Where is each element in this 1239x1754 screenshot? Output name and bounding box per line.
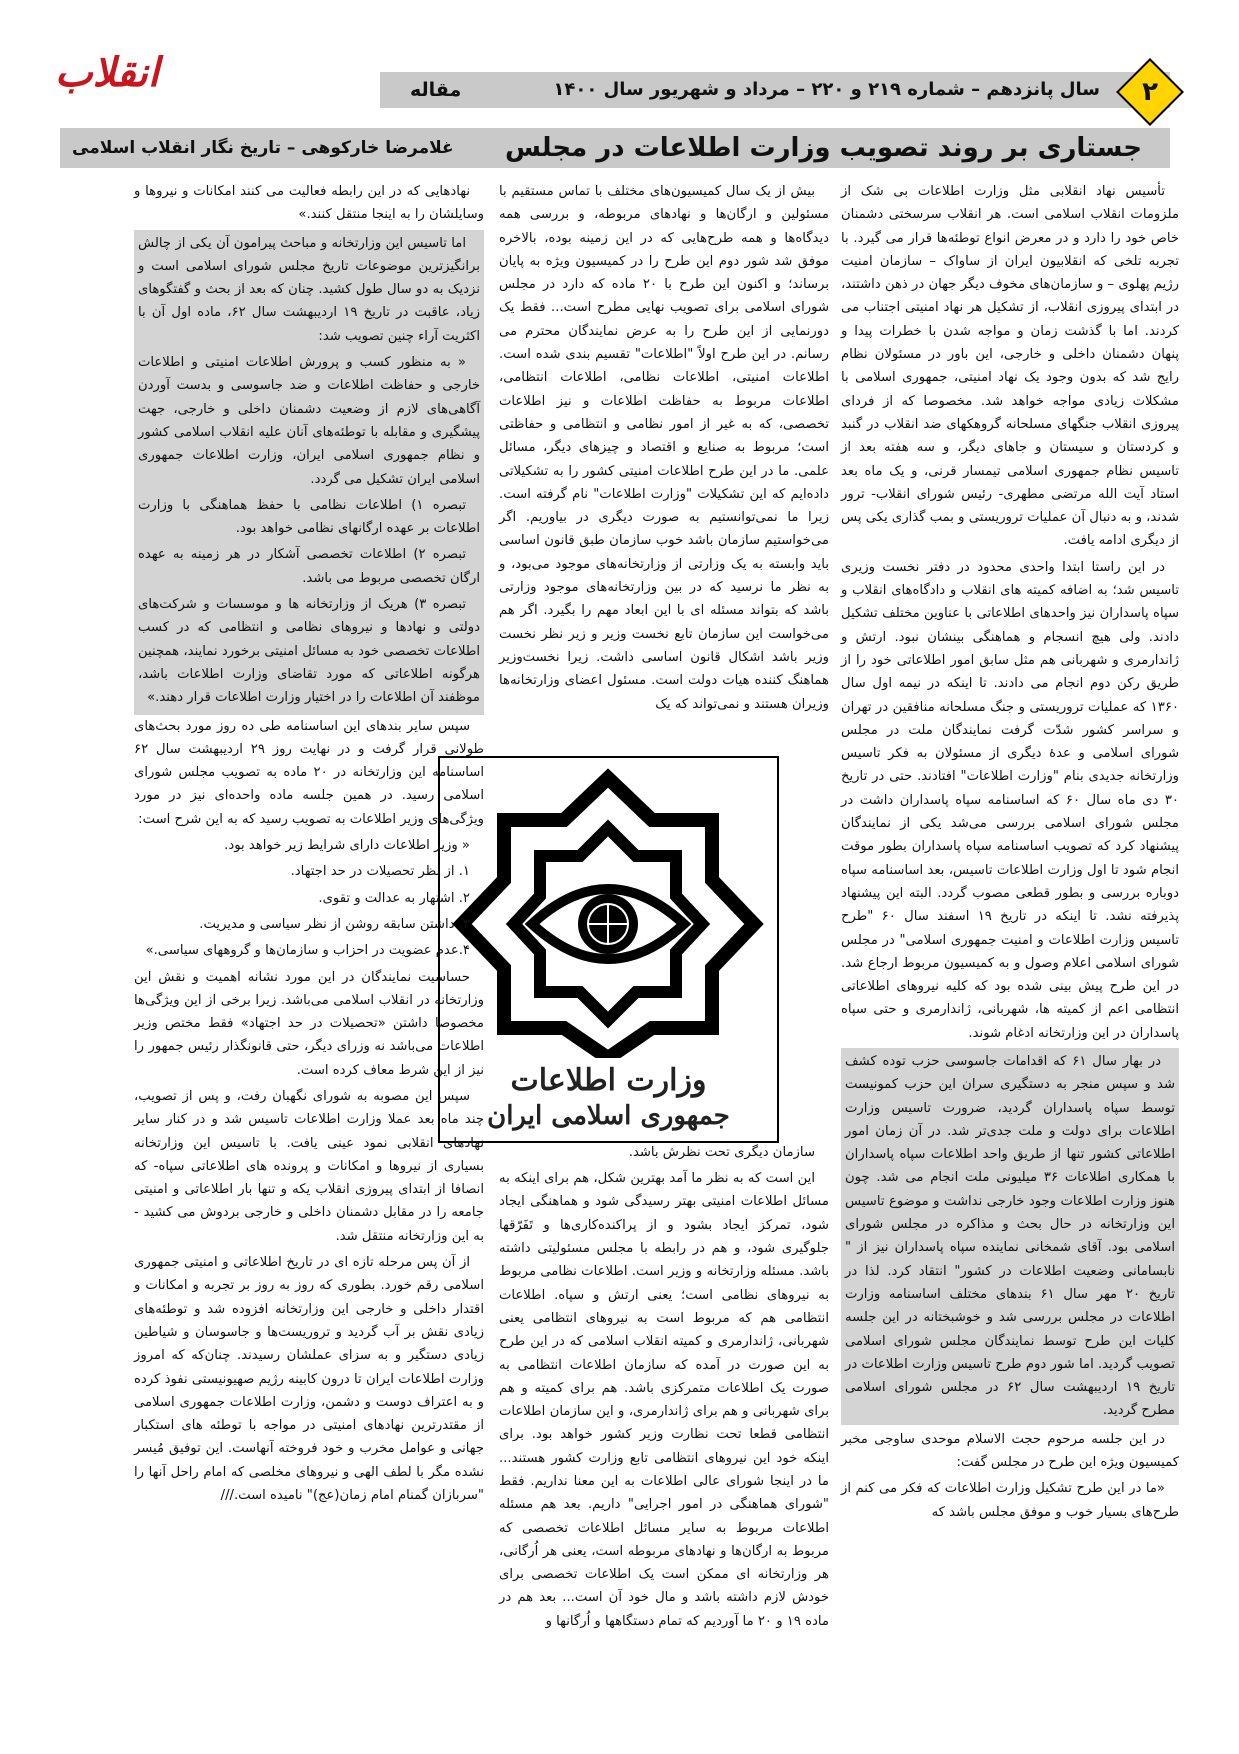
page-header <box>380 72 1170 108</box>
column-left <box>134 180 484 1510</box>
paragraph: در این جلسه مرحوم حجت الاسلام موحدی ساوجی مخبر کمیسیون ویژه این طرح در مجلس گفت: <box>841 1431 1179 1471</box>
article-author: غلامرضا خارکوهی – تاریخ نگار انقلاب اسلامی <box>72 138 454 158</box>
paragraph: حساسیت نمایندگان در این مورد نشانه اهمیت و نقش این وزارتخانه در انقلاب اسلامی می‌باشد. زیرا برخی از این ویژگی‌ها مخصوصا داشتن «تحصیلات در حد اجتهاد» فقط مختص وزیر اطلاعات می‌باشد نه وزرای دیگر، حتی قانونگذار رئیس جمهور را نیز از این شرط معاف کرده است. <box>134 969 484 1078</box>
paragraph: « به منظور کسب و پرورش اطلاعات امنیتی و اطلاعات خارجی و حفاظت اطلاعات و ضد جاسوسی و بدست آوردن آگاهی‌های لازم از وضعیت دشمنان داخلی و خارجی، جهت پیشگیری و مقابله با توطئه‌های آنان علیه انقلاب اسلامی کشور و نظام جمهوری اسلامی ایران، وزارت اطلاعات جمهوری اسلامی ایران تشکیل می گردد. <box>138 355 480 487</box>
paragraph: بیش از یک سال کمیسیون‌های مختلف با تماس مستقیم با مسئولین و ارگان‌ها و نهادهای مربوطه، و بررسی همه دیدگاه‌ها و همه طرح‌هایی که در این زمینه بوده، بالاخره موفق شد شور دوم این طرح را در کمیسیون ویژه به پایان برساند؛ و اکنون این طرح با ۲۰ ماده که دارد در مجلس شورای اسلامی برای تصویب نهایی مطرح است... فقط یک دورنمایی از این طرح را به عرض نمایندگان محترم می رسانم. در این طرح اولاً "اطلاعات" تقسیم بندی شده است. اطلاعات امنیتی، اطلاعات نظامی، اطلاعات انتظامی، اطلاعات مربوط به حفاظت اطلاعات و نیز اطلاعات تخصصی، که به غیر از امور نظامی و انتظامی و حفاظتی است؛ مربوط به صنایع و اقتصاد و چیزهای دیگر، مسائل علمی. ما در این طرح اطلاعات امنیتی کشور را به تشکیلاتی داده‌ایم که این تشکیلات "وزارت اطلاعات" نام گرفته است. زیرا ما نمی‌توانستیم به صورت دیگری در بیاوریم. اگر می‌خواستیم سازمان باشد خوب سازمان طبق قانون اساسی باید وابسته به یک وزارتی از وزارتخانه‌های موجود می‌بود، و به نظر ما نرسید که در بین وزارتخانه‌های موجود وزارتی باشد که بتواند مسئله ای با این ابعاد مهم را بگیرد. اگر هم می‌خواست این سازمان تابع نخست وزیر و زیر نظر نخست وزیر باشد اشکال قانون اساسی داشت. زیرا نخست‌وزیر هماهنگ کننده هیات دولت است. مسئول اعضای وزارتخانه‌ها وزیران هستند و نمی‌تواند که یک <box>499 184 829 712</box>
paragraph: تبصره ۱) اطلاعات نظامی با حفظ هماهنگی با وزارت اطلاعات بر عهده ارگانهای نظامی خواهد بود. <box>138 497 480 537</box>
article-title: جستاری بر روند تصویب وزارت اطلاعات در مجلس <box>505 133 1142 163</box>
paragraph: نهادهایی که در این رابطه فعالیت می کنند امکانات و نیروها و وسایلشان را به اینجا منتقل کنند.» <box>134 184 484 223</box>
paragraph: این است که به نظر ما آمد بهترین شکل، هم برای اینکه به مسائل اطلاعات امنیتی بهتر رسیدگی شود و هماهنگی ایجاد شود، تمرکز ایجاد بشود و از پراکنده‌کاری‌ها و تَفَرّقها جلوگیری شود، و هم در رابطه با مجلس مسئولیتی داشته باشد. مسئله وزارتخانه و وزیر است. اطلاعات نظامی مربوط به نیروهای نظامی است؛ یعنی ارتش و سپاه. اطلاعات انتظامی هم که مربوط است به نیروهای انتظامی یعنی شهربانی، ژاندارمری و کمیته انقلاب اسلامی که در این طرح به این صورت در آمده که سازمان اطلاعات انتظامی به صورت یک اطلاعات متمرکزی باشد. هم برای کمیته و هم برای شهربانی و هم برای ژاندارمری، و این سازمان اطلاعات انتظامی قطعا تحت نظارت وزیر کشور خواهد بود. برای اینکه خود این نیروهای انتظامی تابع وزارت کشور هستند... ما در اینجا شورای عالی اطلاعات به این معنا نداریم. فقط "شورای هماهنگی در امور اجرایی" داریم. بعد هم مسئله اطلاعات مربوط به سایر مسائل اطلاعات تخصصی که مربوط به ارگان‌ها و نهادهای مربوطه است، یعنی هر اُرگانی، هر وزارتخانه ای ممکن است یک اطلاعات تخصصی برای خودش لازم داشته باشد و مال خود آن است... بعد هم در ماده ۱۹ و ۲۰ ما آوردیم که تمام دستگاهها و اُرگانها و <box>499 1171 829 1629</box>
issue-line: سال پانزدهم – شماره ۲۱۹ و ۲۲۰ – مرداد و شهریور سال ۱۴۰۰ <box>553 79 1100 100</box>
ministry-emblem <box>438 756 779 1143</box>
paragraph: سپس این مصوبه به شورای نگهبان رفت، و پس از تصویب، چند ماه بعد عملا وزارت اطلاعات تاسیس شد و در کنار سایر نهادهای انقلابی نمود عینی یافت. با تاسیس این وزارتخانه بسیاری از نیروها و امکانات و پرونده های اطلاعاتی سپاه- که انصافا از ابتدای پیروزی انقلاب یکه و تنها بار اطلاعاتی و امنیتی جامعه را در مقابل دشمنان داخلی و خارجی بردوش می کشید - به این وزارتخانه منتقل شد. <box>134 1088 484 1244</box>
paragraph: اما تاسیس این وزارتخانه و مباحث پیرامون آن یکی از چالش برانگیزترین موضوعات تاریخ مجلس شورای اسلامی است و نزدیک به دو سال طول کشید. چنان که بعد از بحث و گفتگوهای زیاد، عاقبت در تاریخ ۱۹ اردیبهشت سال ۶۲، ماده اول آن با اکثریت آراء چنین تصویب شد: <box>138 235 480 344</box>
paragraph: در این راستا ابتدا واحدی محدود در دفتر نخست وزیری تاسیس شد؛ به اضافه کمیته های انقلاب و دادگاه‌های انقلاب و سپاه پاسداران نیز واحدهای اطلاعاتی با عناوین مختلف تشکیل دادند. ولی هیچ انسجام و هماهنگی بینشان نبود. ارتش و ژاندارمری و شهربانی هم مثل سابق امور اطلاعاتی خود را از طریق رکن دوم انجام می دادند. تا اینکه در نیمه اول سال ۱۳۶۰ که عملیات تروریستی و جنگ مسلحانه منافقین در تهران و سراسر کشور شدّت گرفت نمایندگان ملت در مجلس شورای اسلامی و عدۀ دیگری از مسئولان به فکر تاسیس وزارتخانه جدیدی بنام "وزارت اطلاعات" افتادند. حتی در تاریخ ۳۰ دی ماه سال ۶۰ که اساسنامه سپاه پاسداران داشت در مجلس شورای اسلامی بررسی می‌شد یکی از نمایندگان پیشنهاد کرد که تصویب اساسنامه سپاه پاسداران بطور موقت انجام شود تا اول وزارت اطلاعات تاسیس، بعد اساسنامه سپاه دوباره بررسی و بطور قطعی مصوب گردد. البته این پیشنهاد پذیرفته نشد. تا اینکه در تاریخ ۱۹ اسفند سال ۶۰ "طرح تاسیس وزارت اطلاعات و امنیت جمهوری اسلامی" در مجلس شورای اسلامی اعلام وصول و به کمیسیون مربوط ارجاع شد. در این طرح پیش بینی شده بود که کلیه نیروهای اطلاعاتی انتظامی اعم از کمیته ها، شهربانی، ژاندارمری و حتی سپاه پاسداران در این وزارتخانه ادغام شوند. <box>841 559 1179 1041</box>
logo-text: انقلاب <box>54 49 159 96</box>
paragraph: تبصره ۲) اطلاعات تخصصی آشکار در هر زمینه به عهده ارگان تخصصی مربوط می باشد. <box>138 547 480 586</box>
list-item: ۱. از نظر تحصیلات در حد اجتهاد. <box>290 864 470 880</box>
paragraph: تبصره ۳) هریک از وزارتخانه ها و موسسات و شرکت‌های دولتی و نهادها و نیروهای نظامی و انتظامی که در کسب اطلاعات تخصصی خود به مسائل امنیتی برخورد نمایند، همچنین هرگونه اطلاعاتی که مورد تقاضای وزارت اطلاعات باشد، موظفند آن اطلاعات را در اختیار وزارت اطلاعات قرار دهند.» <box>138 597 480 706</box>
section-label: مقاله <box>410 79 462 101</box>
paragraph: سپس سایر بندهای این اساسنامه طی ده روز مورد بحث‌های طولانی قرار گرفت و در نهایت روز ۲۹ اردیبهشت سال ۶۲ اساسنامه این وزارتخانه در ۲۰ ماده به تصویب مجلس شورای اسلامی رسید. در همین جلسه ماده واحده‌ای نیز در مورد ویژگی‌های وزیر اطلاعات به تصویب رسید که به این شرح است: <box>134 718 484 827</box>
article-title-bar <box>60 128 1170 168</box>
column-right <box>841 180 1179 1527</box>
list-item: ۴.عدم عضویت در احزاب و سازمان‌ها و گروههای سیاسی.» <box>145 943 470 959</box>
paragraph: از آن پس مرحله تازه ای در تاریخ اطلاعاتی و امنیتی جمهوری اسلامی رقم خورد. بطوری که روز به روز بر تجربه و امکانات و اقتدار داخلی و خارجی این وزارتخانه افزوده شد و توطئه‌های زیادی نقش بر آب گردید و تروریست‌ها و جاسوسان و شیاطین زیادی دستگیر و به سزای عملشان رسیدند. چنان‌که که امروز وزارت اطلاعات ایران تا درون کابینه رژیم صهیونیستی نفوذ کرده و به اعتراف دوست و دشمن، وزارت اطلاعات جمهوری اسلامی از مقتدرترین نهادهای امنیتی در مواجه با توطئه های استکبار جهانی و عوامل مخرب و خود فروخته آنهاست. این توفیق مُیسر نشده مگر با لطف الهی و نیروهای مخلصی که امام راحل آنها را "سربازان گمنام امام زمان(عج)" نامیده است./// <box>134 1255 484 1504</box>
list-item: ۲. اشتهار به عدالت و تقوی. <box>318 890 470 906</box>
page-number-badge <box>1116 58 1184 126</box>
highlighted-block <box>134 230 484 715</box>
paragraph: تأسیس نهاد انقلابی مثل وزارت اطلاعات بی شک از ملزومات انقلاب اسلامی است. هر انقلاب سرسختی دشمنان خاص خود را دارد و در معرض انواع توطئه‌ها قرار می گیرد. با تجربه تلخی که انقلابیون ایران از ساواک – سازمان امنیت رژیم پهلوی – و سازمان‌های مخوف دیگر جهان در ذهن داشتند، در ابتدای پیروزی انقلاب، از تشکیل هر نهاد امنیتی اجتناب می کردند. اما با گذشت زمان و مواجه شدن با خطرات پیدا و پنهان دشمنان داخلی و خارجی، این باور در مسئولان نظام رایج شد که بدون وجود یک نهاد امنیتی، جمهوری اسلامی با مشکلات زیادی مواجه خواهد شد. مخصوصا که از فردای پیروزی انقلاب جنگهای مسلحانه گروهکهای ضد انقلاب در گنبد و کردستان و سیستان و جاهای دیگر، و سه هفته بعد از تاسیس نظام جمهوری اسلامی تیمسار قرنی، و یک ماه بعد استاد آیت الله مرتضی مطهری- رئیس شورای انقلاب- ترور شدند، و به دنبال آن عملیات تروریستی و بمب گذاری یکی پس از دیگری ادامه یافت. <box>841 184 1179 549</box>
page-number: ۲ <box>1142 77 1158 107</box>
emblem-line-1: وزارت اطلاعات <box>510 1063 707 1098</box>
paragraph: «ما در این طرح تشکیل وزارت اطلاعات که فکر می کنم از طرح‌های بسیار خوب و موفق مجلس باشد که <box>841 1481 1179 1520</box>
paragraph: « وزیر اطلاعات دارای شرایط زیر خواهد بود. <box>224 838 470 854</box>
emblem-line-2: جمهوری اسلامی ایران <box>487 1101 730 1131</box>
masthead-logo <box>52 48 162 98</box>
emblem-star-icon <box>440 758 777 1058</box>
list-item: ۳. داشتن سابقه روشن از نظر سیاسی و مدیریت. <box>199 916 470 932</box>
paragraph: سازمان دیگری تحت نظرش باشد. <box>628 1144 815 1160</box>
highlighted-paragraph: در بهار سال ۶۱ که اقدامات جاسوسی حزب توده کشف شد و سپس منجر به دستگیری سران این حزب کمونیست توسط سپاه پاسداران گردید، ضرورت تاسیس وزارت اطلاعات برای دولت و ملت جدی‌تر شد. در آن زمان امور اطلاعاتی کشور تنها از طریق واحد اطلاعات سپاه پاسداران با همکاری اطلاعات ۳۶ میلیونی ملت انجام می شد. چون هنوز وزارت اطلاعات وجود خارجی نداشت و موضوع تاسیس این وزارتخانه در حال بحث و مذاکره در مجلس شورای اسلامی بود. آقای شمخانی نماینده سپاه پاسداران نیز از " نابسامانی وضعیت اطلاعات در کشور" انتقاد کرد. لذا در تاریخ ۲۰ مهر سال ۶۱ بندهای مختلف اساسنامه وزارت اطلاعات در مجلس بررسی شد و خوشبختانه در این جلسه کلیات این طرح توسط نمایندگان مجلس شورای اسلامی تصویب گردید. اما شور دوم طرح تاسیس وزارت اطلاعات در تاریخ ۱۹ اردیبهشت سال ۶۲ در مجلس شورای اسلامی مطرح گردید. <box>841 1048 1179 1425</box>
